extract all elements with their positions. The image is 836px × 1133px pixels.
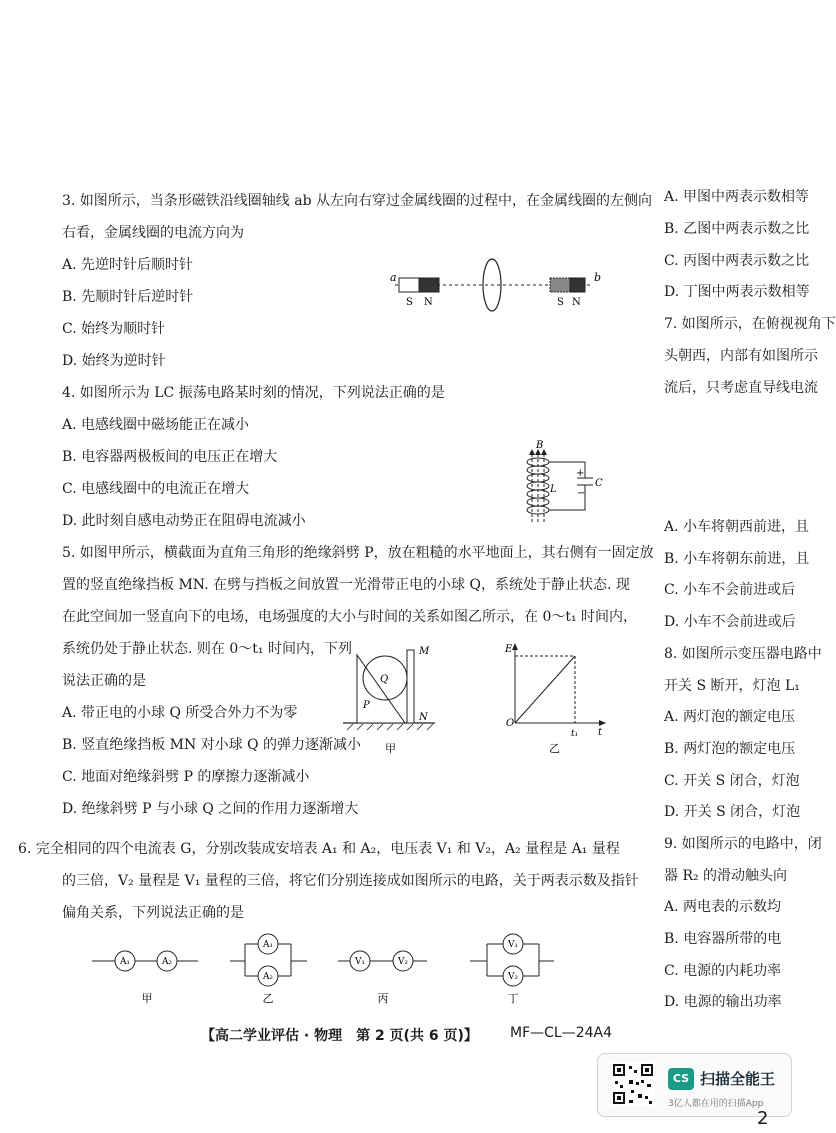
q4-stem: 4. 如图所示为 LC 振荡电路某时刻的情况，下列说法正确的是 bbox=[62, 385, 445, 401]
rc-line-17: D. 开关 S 闭合，灯泡 bbox=[664, 804, 801, 820]
q6-bing-meter-2: V₂ bbox=[397, 957, 409, 967]
rc-line-5: 7. 如图所示，在俯视视角下 bbox=[664, 316, 836, 332]
q6-caption-bing: 丙 bbox=[377, 992, 389, 1005]
q4-label-L: L bbox=[550, 484, 557, 495]
q4-label-B: B bbox=[536, 440, 544, 451]
rc-line-15: B. 两灯泡的额定电压 bbox=[664, 741, 796, 757]
q5-label-M: M bbox=[419, 646, 430, 657]
rc-line-18: 9. 如图所示的电路中，闭 bbox=[664, 836, 822, 852]
scanner-app-subtitle: 3亿人都在用的扫描App bbox=[668, 1099, 764, 1109]
rc-line-9: B. 小车将朝东前进，且 bbox=[664, 551, 810, 567]
rc-line-12: 8. 如图所示变压器电路中 bbox=[664, 646, 822, 662]
q5-label-N: N bbox=[419, 712, 428, 723]
q5-caption-jia: 甲 bbox=[385, 742, 396, 755]
q6-stem-line1: 6. 完全相同的四个电流表 G，分别改装成安培表 A₁ 和 A₂，电压表 V₁ 和 V₂，A₂ 量程是 A₁ 量程 bbox=[18, 841, 620, 857]
rc-line-11: D. 小车不会前进或后 bbox=[664, 614, 796, 630]
q4-option-a: A. 电感线圈中磁场能正在减小 bbox=[62, 417, 250, 433]
q4-label-C: C bbox=[595, 478, 603, 489]
rc-line-19: 器 R₂ 的滑动触头向 bbox=[664, 868, 788, 884]
q3-option-d: D. 始终为逆时针 bbox=[62, 353, 166, 369]
q5-label-E: E bbox=[505, 644, 513, 655]
rc-line-1: A. 甲图中两表示数相等 bbox=[664, 189, 810, 205]
rc-line-23: D. 电源的输出功率 bbox=[664, 994, 782, 1010]
q3-option-c: C. 始终为顺时针 bbox=[62, 321, 166, 337]
page-footer-title: 【高二学业评估 · 物理 第 2 页(共 6 页)】 bbox=[201, 1028, 478, 1044]
q6-caption-yi: 乙 bbox=[262, 992, 274, 1005]
q4-option-c: C. 电感线圈中的电流正在增大 bbox=[62, 481, 250, 497]
q3-label-b: b bbox=[594, 271, 602, 284]
rc-line-2: B. 乙图中两表示数之比 bbox=[664, 221, 810, 237]
q5-option-b: B. 竖直绝缘挡板 MN 对小球 Q 的弹力逐渐减小 bbox=[62, 737, 362, 753]
rc-line-13: 开关 S 断开，灯泡 L₁ bbox=[664, 678, 800, 694]
rc-line-3: C. 丙图中两表示数之比 bbox=[664, 253, 810, 269]
q6-stem-line2: 的三倍，V₂ 量程是 V₁ 量程的三倍，将它们分别连接成如图所示的电路，关于两表示数及指针 bbox=[62, 873, 639, 889]
rc-line-20: A. 两电表的示数均 bbox=[664, 899, 782, 915]
page-footer-code: MF—CL—24A4 bbox=[510, 1025, 613, 1041]
q4-lc-circuit-figure bbox=[510, 440, 610, 525]
q6-jia-meter-2: A₂ bbox=[161, 957, 173, 967]
q6-ding-meter-1: V₁ bbox=[507, 940, 519, 950]
q5-stem-line4: 系统仍处于静止状态. 则在 0～t₁ 时间内，下列 bbox=[62, 641, 352, 657]
q5-label-O: O bbox=[506, 718, 515, 729]
scanner-app-title: 扫描全能王 bbox=[700, 1070, 776, 1088]
q3-stem-line2: 右看，金属线圈的电流方向为 bbox=[62, 225, 244, 241]
rc-line-21: B. 电容器所带的电 bbox=[664, 931, 782, 947]
qr-code-icon bbox=[611, 1062, 655, 1106]
q4-label-plus: + bbox=[576, 468, 585, 479]
page-number: 2 bbox=[757, 1108, 769, 1129]
q5-label-P: P bbox=[363, 700, 370, 711]
q5-stem-line2: 置的竖直绝缘挡板 MN. 在劈与挡板之间放置一光滑带正电的小球 Q，系统处于静止状态. 现 bbox=[62, 577, 630, 593]
rc-line-14: A. 两灯泡的额定电压 bbox=[664, 709, 796, 725]
q5-figure-jia bbox=[335, 640, 445, 760]
q3-label-s1: S bbox=[406, 297, 413, 308]
q3-label-a: a bbox=[390, 271, 397, 284]
q5-label-t: t bbox=[598, 727, 603, 738]
q3-label-n1: N bbox=[424, 297, 433, 308]
q5-label-Q: Q bbox=[380, 674, 389, 685]
q5-label-t1: t₁ bbox=[571, 729, 579, 739]
q6-jia-meter-1: A₁ bbox=[119, 957, 131, 967]
q5-option-c: C. 地面对绝缘斜劈 P 的摩擦力逐渐减小 bbox=[62, 769, 310, 785]
q6-yi-meter-2: A₂ bbox=[262, 972, 274, 982]
q3-label-n2: N bbox=[572, 297, 581, 308]
q3-label-s2: S bbox=[557, 297, 564, 308]
q3-option-b: B. 先顺时针后逆时针 bbox=[62, 289, 194, 305]
rc-line-22: C. 电源的内耗功率 bbox=[664, 963, 782, 979]
q6-ding-meter-2: V₂ bbox=[507, 972, 519, 982]
q4-option-d: D. 此时刻自感电动势正在阻碍电流减小 bbox=[62, 513, 306, 529]
rc-line-7: 流后，只考虑直导线电流 bbox=[664, 380, 818, 396]
q5-figure-yi-e-t-graph bbox=[502, 640, 612, 760]
rc-line-16: C. 开关 S 闭合，灯泡 bbox=[664, 773, 800, 789]
q3-stem-line1: 3. 如图所示，当条形磁铁沿线圈轴线 ab 从左向右穿过金属线圈的过程中，在金属线圈的左侧向 bbox=[62, 193, 653, 209]
rc-line-6: 头朝西，内部有如图所示 bbox=[664, 348, 818, 364]
rc-line-10: C. 小车不会前进或后 bbox=[664, 582, 796, 598]
q5-stem-line1: 5. 如图甲所示，横截面为直角三角形的绝缘斜劈 P，放在粗糙的水平地面上，其右侧有一固定放 bbox=[62, 545, 654, 561]
q4-option-b: B. 电容器两极板间的电压正在增大 bbox=[62, 449, 278, 465]
rc-line-8: A. 小车将朝西前进，且 bbox=[664, 519, 810, 535]
q6-caption-jia: 甲 bbox=[141, 992, 153, 1005]
q6-yi-meter-1: A₁ bbox=[262, 940, 274, 950]
q5-stem-line3: 在此空间加一竖直向下的电场，电场强度的大小与时间的关系如图乙所示，在 0～t₁ 时间内， bbox=[62, 609, 638, 625]
rc-line-4: D. 丁图中两表示数相等 bbox=[664, 284, 810, 300]
q3-option-a: A. 先逆时针后顺时针 bbox=[62, 257, 194, 273]
q5-stem-line5: 说法正确的是 bbox=[62, 673, 146, 689]
q4-label-minus: − bbox=[577, 488, 586, 499]
q5-caption-yi: 乙 bbox=[549, 742, 560, 755]
q6-bing-meter-1: V₁ bbox=[354, 957, 366, 967]
q6-stem-line3: 偏角关系，下列说法正确的是 bbox=[62, 905, 244, 921]
q6-caption-ding: 丁 bbox=[507, 992, 519, 1005]
q3-magnet-coil-figure bbox=[385, 255, 605, 315]
q5-option-a: A. 带正电的小球 Q 所受合外力不为零 bbox=[62, 705, 298, 721]
q5-option-d: D. 绝缘斜劈 P 与小球 Q 之间的作用力逐渐增大 bbox=[62, 801, 359, 817]
camscanner-logo-icon: CS bbox=[668, 1068, 694, 1090]
right-column-cropped bbox=[654, 0, 836, 1133]
q6-circuits-figure bbox=[80, 930, 600, 1015]
